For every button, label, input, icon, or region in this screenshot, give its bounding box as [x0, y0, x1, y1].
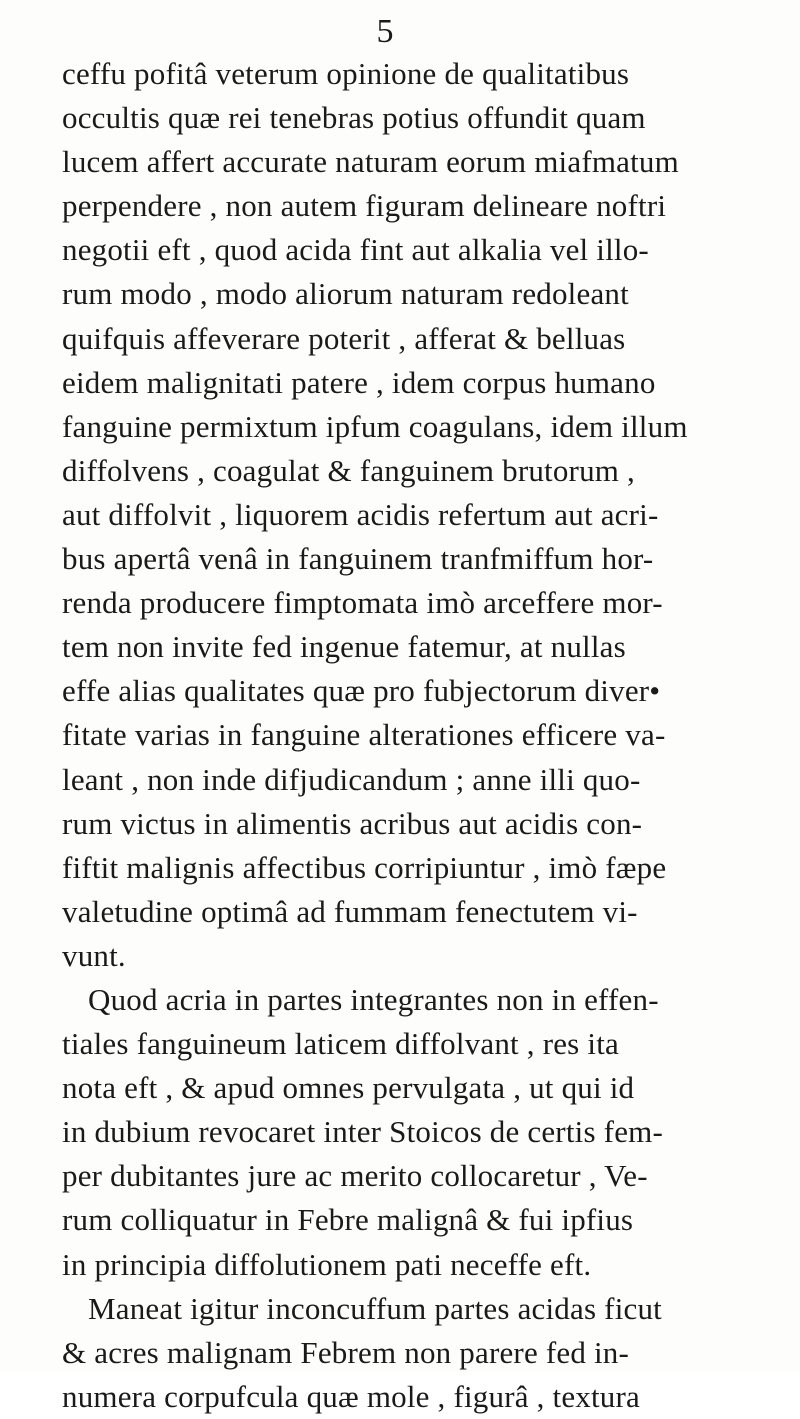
- text-line: rum colliquatur in Febre malignâ & fui ipfius: [62, 1202, 634, 1238]
- text-line: & acres malignam Febrem non parere fed in-: [62, 1334, 630, 1370]
- paragraph-start-line: Quod acria in partes integrantes non in effen-: [88, 981, 659, 1017]
- text-line: quifquis affeverare poterit , afferat & belluas: [62, 320, 626, 356]
- text-line: tiales fanguineum laticem diffolvant , res ita: [62, 1026, 619, 1062]
- text-line: tem non invite fed ingenue fatemur, at nullas: [62, 629, 626, 665]
- text-line: diffolvens , coagulat & fanguinem brutorum ,: [62, 452, 635, 488]
- text-line: numera corpufcula quæ mole , figurâ , textura: [62, 1378, 640, 1414]
- text-line: effe alias qualitates quæ pro fubjectorum diver•: [62, 673, 661, 709]
- text-line: fitate varias in fanguine alterationes efficere va-: [62, 717, 666, 753]
- text-line: renda producere fimptomata imò arceffere mor-: [62, 585, 663, 621]
- text-line: perpendere , non autem figuram delineare noftri: [62, 188, 667, 224]
- text-line: per dubitantes jure ac merito collocaretur , Ve-: [62, 1158, 648, 1194]
- text-line: nota eft , & apud omnes pervulgata , ut qui id: [62, 1070, 635, 1106]
- text-line: rum victus in alimentis acribus aut acidis con-: [62, 805, 643, 841]
- paragraph-start-line: Maneat igitur inconcuffum partes acidas ficut: [88, 1290, 662, 1326]
- text-line: vunt.: [62, 937, 126, 973]
- text-line: rum modo , modo aliorum naturam redoleant: [62, 276, 629, 312]
- text-line: valetudine optimâ ad fummam fenectutem vi-: [62, 893, 638, 929]
- text-line: in principia diffolutionem pati neceffe eft.: [62, 1246, 592, 1282]
- text-line: occultis quæ rei tenebras potius offundit quam: [62, 100, 646, 136]
- text-line: in dubium revocaret inter Stoicos de certis fem-: [62, 1114, 663, 1150]
- page-number: 5: [376, 13, 394, 50]
- text-line: lucem affert accurate naturam eorum miafmatum: [62, 144, 679, 180]
- text-line: fanguine permixtum ipfum coagulans, idem illum: [62, 408, 688, 444]
- text-line: negotii eft , quod acida fint aut alkalia vel illo-: [62, 232, 649, 268]
- text-line: fiftit malignis affectibus corripiuntur , imò fæpe: [62, 849, 667, 885]
- text-line: bus apertâ venâ in fanguinem tranfmiffum hor-: [62, 541, 654, 577]
- text-line: ceffu pofitâ veterum opinione de qualitatibus: [62, 56, 630, 91]
- text-line: eidem malignitati patere , idem corpus humano: [62, 364, 656, 400]
- text-line: leant , non inde difjudicandum ; anne illi quo-: [62, 761, 641, 797]
- body-text: [62, 52, 792, 1419]
- text-line: aut diffolvit , liquorem acidis refertum aut acri-: [62, 496, 659, 532]
